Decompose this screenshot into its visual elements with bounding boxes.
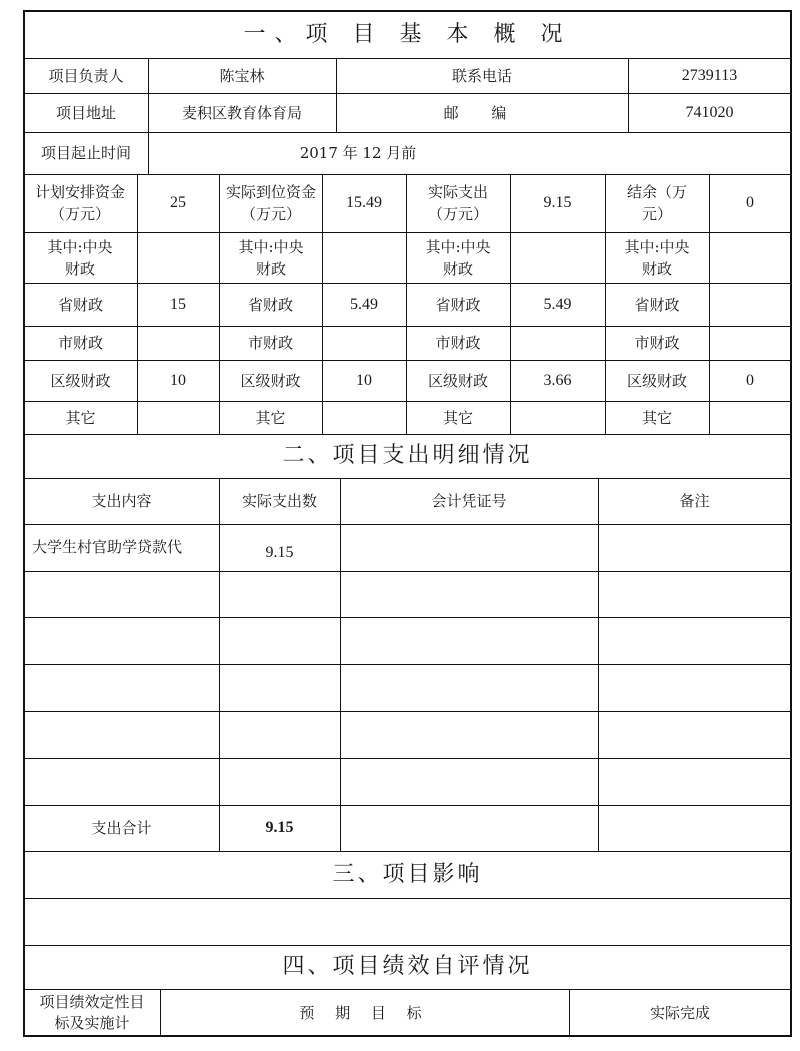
central-finance-label: 其中:中央财政 [624, 237, 690, 278]
expense-total-label: 支出合计 [91, 819, 152, 837]
row-divider [24, 711, 791, 712]
planned-funds-value: 25 [170, 194, 186, 211]
provincial-expense: 5.49 [543, 295, 572, 313]
table-row-note [598, 524, 791, 571]
leader-label: 项目负责人 [48, 66, 124, 85]
other-finance-label: 其它 [641, 408, 672, 427]
section-title-impact: 三、项目影响 [332, 861, 483, 887]
other-expense [510, 401, 605, 434]
district-finance-label: 区级财政 [626, 371, 687, 390]
postcode-label: 邮 编 [443, 103, 521, 122]
phone-value: 2739113 [681, 66, 738, 84]
other-finance-label: 其它 [255, 408, 286, 427]
address-label: 项目地址 [55, 103, 116, 122]
table-row-amount: 9.15 [265, 543, 294, 561]
provincial-balance [709, 283, 791, 326]
city-finance-label: 市财政 [57, 334, 103, 352]
city-expense [510, 326, 605, 360]
period-value: 2017 年 12 月前 [299, 144, 417, 162]
district-expense: 3.66 [543, 371, 572, 389]
city-finance-label: 市财政 [247, 334, 293, 352]
performance-expected-label: 预 期 目 标 [299, 1004, 430, 1022]
row-divider [24, 617, 791, 618]
period-label: 项目起止时间 [40, 144, 131, 162]
expense-header-voucher: 会计凭证号 [431, 492, 507, 510]
table-row-voucher [340, 524, 598, 571]
other-finance-label: 其它 [442, 408, 473, 427]
planned-funds-label: 计划安排资金（万元） [34, 183, 125, 223]
district-received: 10 [356, 371, 372, 389]
central-expense [510, 232, 605, 283]
city-finance-label: 市财政 [435, 334, 481, 352]
balance-value: 0 [746, 194, 754, 211]
other-balance [709, 401, 791, 434]
row-divider [24, 758, 791, 759]
address-value: 麦积区教育体育局 [181, 103, 302, 122]
provincial-received: 5.49 [350, 295, 378, 313]
table-row-content: 大学生村官助学贷款代 [32, 538, 183, 556]
section-title-performance: 四、项目绩效自评情况 [282, 954, 533, 979]
row-divider [24, 664, 791, 665]
row-divider [24, 898, 791, 899]
provincial-finance-label: 省财政 [57, 295, 103, 314]
provincial-finance-label: 省财政 [435, 295, 481, 314]
district-finance-label: 区级财政 [427, 371, 488, 390]
other-finance-label: 其它 [65, 408, 96, 427]
central-balance [709, 232, 791, 283]
postcode-value: 741020 [685, 103, 734, 121]
city-finance-label: 市财政 [634, 334, 680, 352]
other-received [322, 401, 406, 434]
city-planned [137, 326, 219, 360]
central-received [322, 232, 406, 283]
other-planned [137, 401, 219, 434]
expense-header-content: 支出内容 [91, 492, 152, 510]
district-finance-label: 区级财政 [50, 371, 111, 390]
section-title-expense: 二、项目支出明细情况 [282, 443, 533, 468]
actual-expense-label: 实际支出（万元） [427, 183, 488, 223]
performance-target-label: 项目绩效定性目标及实施计 [39, 993, 145, 1032]
expense-header-note: 备注 [679, 492, 710, 510]
phone-label: 联系电话 [451, 66, 512, 85]
performance-actual-label: 实际完成 [649, 1004, 710, 1022]
balance-label: 结余（万元） [627, 183, 688, 223]
district-finance-label: 区级财政 [240, 371, 301, 390]
provincial-planned: 15 [170, 295, 186, 313]
leader-value: 陈宝林 [219, 66, 265, 85]
city-received [322, 326, 406, 360]
actual-expense-value: 9.15 [543, 194, 572, 211]
city-balance [709, 326, 791, 360]
received-funds-label: 实际到位资金（万元） [225, 183, 316, 223]
provincial-finance-label: 省财政 [634, 295, 680, 314]
central-planned [137, 232, 219, 283]
district-planned: 10 [170, 371, 186, 389]
provincial-finance-label: 省财政 [247, 295, 293, 314]
central-finance-label: 其中:中央财政 [238, 237, 304, 278]
central-finance-label: 其中:中央财政 [425, 237, 491, 278]
central-finance-label: 其中:中央财政 [47, 237, 113, 278]
expense-header-amount: 实际支出数 [241, 492, 317, 510]
received-funds-value: 15.49 [346, 194, 382, 211]
section-title-basic: 一、项 目 基 本 概 况 [243, 22, 572, 47]
expense-total-value: 9.15 [265, 819, 294, 836]
row-divider [24, 571, 791, 572]
district-balance: 0 [746, 371, 754, 389]
